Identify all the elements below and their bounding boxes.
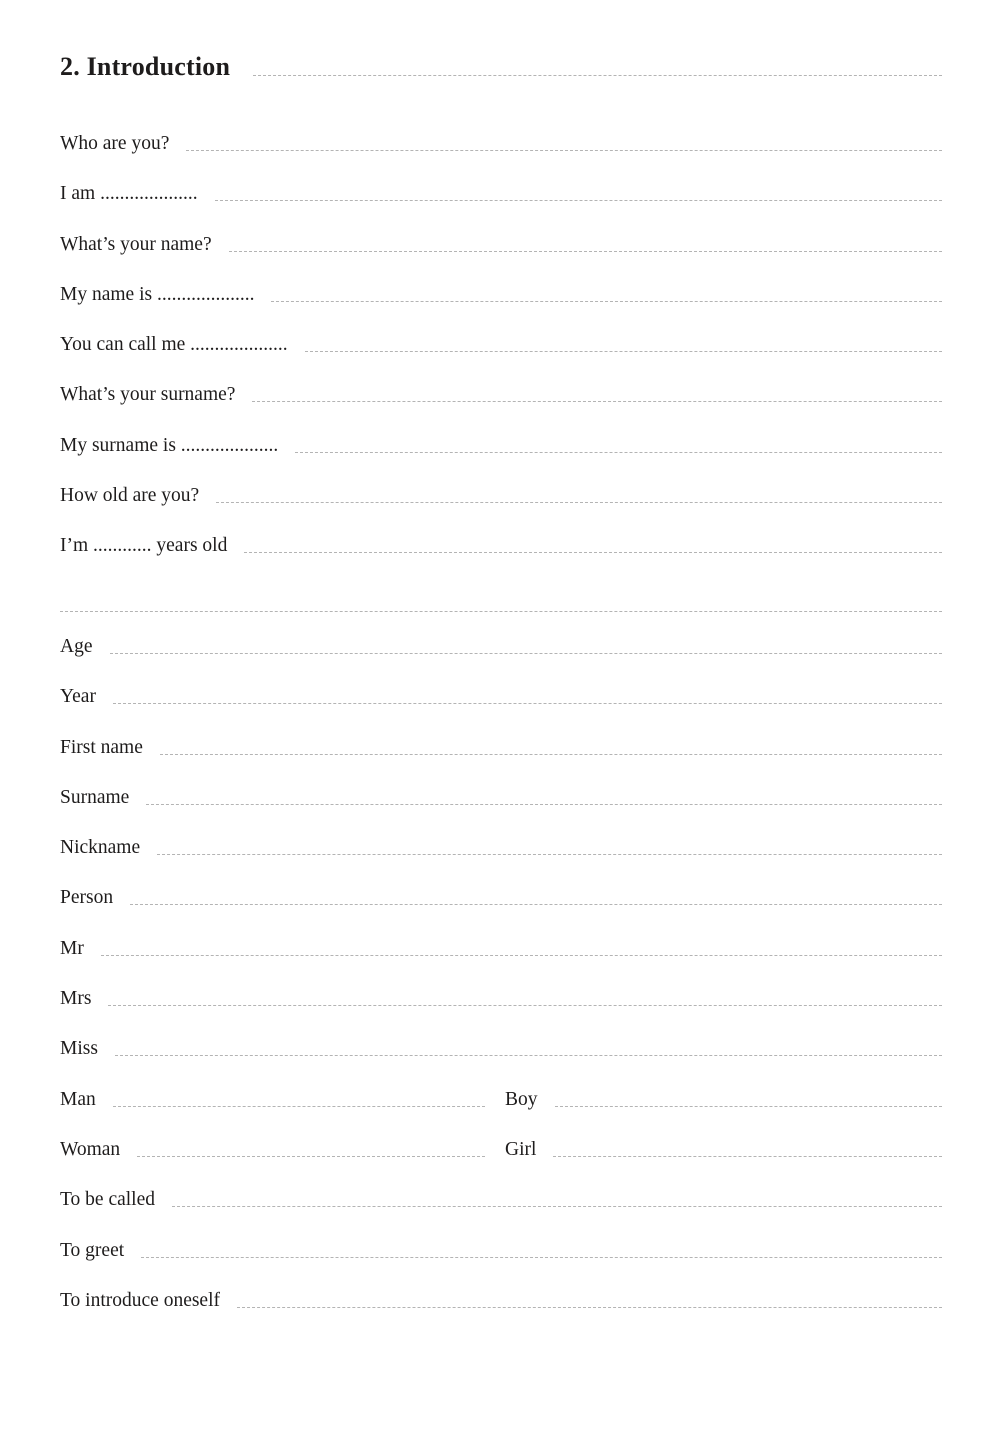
verb-row (60, 1289, 942, 1313)
dotted-writing-line (137, 1156, 485, 1157)
dotted-writing-line (555, 1106, 942, 1107)
phrase-label: What’s your name? (60, 233, 212, 255)
vocab-label: Man (60, 1088, 96, 1110)
phrase-row (60, 434, 942, 458)
phrase-label: My name is .................... (60, 283, 255, 305)
vocab-pair-row (60, 1088, 942, 1112)
dotted-writing-line (141, 1257, 942, 1258)
phrase-row (60, 283, 942, 307)
phrase-label: I’m ............ years old (60, 535, 228, 557)
vocab-label: Woman (60, 1138, 121, 1160)
dotted-writing-line (160, 754, 942, 755)
phrase-label: Who are you? (60, 133, 170, 154)
section-title: 2. Introduction (60, 52, 231, 81)
vocab-label: Mrs (60, 988, 92, 1010)
dotted-writing-line (60, 592, 942, 612)
section-heading-row (60, 52, 942, 82)
vocab-label: Year (60, 686, 96, 708)
dotted-writing-line (101, 955, 942, 956)
vocab-label: Age (60, 635, 93, 657)
dotted-writing-line (186, 150, 942, 151)
phrase-label: My surname is .................... (60, 434, 279, 456)
dotted-writing-line (110, 653, 943, 654)
dotted-writing-line (172, 1206, 942, 1207)
pair-left (60, 1138, 485, 1162)
vocab-label: Mr (60, 937, 84, 959)
dotted-writing-line (130, 904, 942, 905)
verb-row (60, 1239, 942, 1263)
vocab-row (60, 1037, 942, 1061)
dotted-writing-line (216, 502, 942, 503)
dotted-writing-line (113, 703, 942, 704)
vocab-row (60, 786, 942, 810)
separator-row (60, 585, 942, 609)
vocab-label: Person (60, 887, 114, 909)
pair-right (505, 1138, 942, 1162)
dotted-writing-line (244, 552, 942, 553)
dotted-writing-line (553, 1156, 942, 1157)
dotted-writing-line (295, 452, 942, 453)
verb-label: To greet (60, 1239, 125, 1261)
phrase-label: I am .................... (60, 183, 198, 205)
pair-right (505, 1088, 942, 1112)
verb-row (60, 1188, 942, 1212)
phrase-row (60, 534, 942, 558)
dotted-writing-line (237, 1307, 942, 1308)
vocab-label: Nickname (60, 837, 141, 859)
dotted-writing-line (157, 854, 942, 855)
phrase-row (60, 233, 942, 257)
vocab-label: Surname (60, 786, 130, 808)
dotted-writing-line (108, 1005, 942, 1006)
phrase-row (60, 383, 942, 407)
phrase-row (60, 132, 942, 156)
vocab-row (60, 987, 942, 1011)
dotted-writing-line (271, 301, 942, 302)
vocab-pair-row (60, 1138, 942, 1162)
dotted-writing-line (305, 351, 942, 352)
vocab-row (60, 836, 942, 860)
vocab-row (60, 685, 942, 709)
phrase-label: What’s your surname? (60, 384, 236, 406)
vocab-label: Boy (505, 1088, 538, 1110)
phrase-row (60, 484, 942, 508)
phrase-label: You can call me .................... (60, 334, 288, 356)
dotted-writing-line (253, 75, 942, 76)
verb-label: To be called (60, 1189, 156, 1211)
vocab-row (60, 937, 942, 961)
dotted-writing-line (146, 804, 942, 805)
verb-label: To introduce oneself (60, 1289, 220, 1311)
phrase-row (60, 333, 942, 357)
vocab-row (60, 736, 942, 760)
vocab-row (60, 886, 942, 910)
phrase-row (60, 182, 942, 206)
vocab-label: Miss (60, 1038, 98, 1060)
vocab-label: Girl (505, 1138, 537, 1160)
phrase-label: How old are you? (60, 485, 200, 507)
dotted-writing-line (252, 401, 942, 402)
dotted-writing-line (115, 1055, 942, 1056)
dotted-writing-line (215, 200, 942, 201)
vocab-row (60, 635, 942, 659)
pair-left (60, 1088, 485, 1112)
vocab-label: First name (60, 736, 143, 758)
dotted-writing-line (113, 1106, 485, 1107)
dotted-writing-line (229, 251, 942, 252)
